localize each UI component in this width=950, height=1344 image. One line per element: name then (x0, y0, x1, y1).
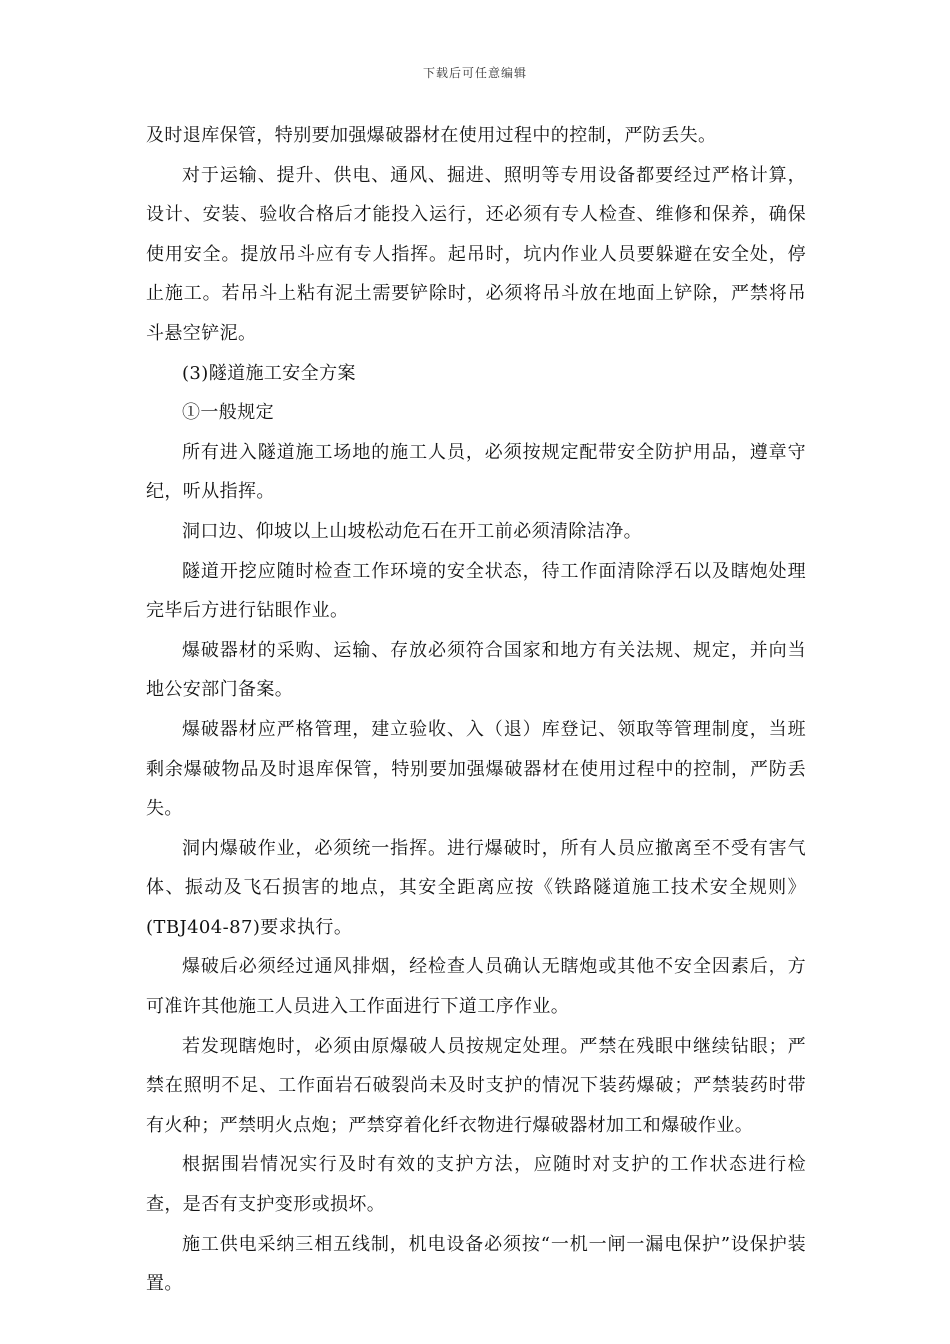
paragraph: 洞口边、仰坡以上山坡松动危石在开工前必须清除洁净。 (182, 520, 642, 542)
paragraph: 根据围岩情况实行及时有效的支护方法，应随时对支护的工作状态进行检查，是否有支护变形或损坏。 (146, 1154, 806, 1216)
section-heading: (3)隧道施工安全方案 (182, 362, 356, 384)
paragraph: 爆破器材的采购、运输、存放必须符合国家和地方有关法规、规定，并向当地公安部门备案。 (146, 639, 806, 701)
paragraph: 隧道开挖应随时检查工作环境的安全状态，待工作面清除浮石以及瞎炮处理完毕后方进行钻眼作业。 (146, 560, 806, 622)
page-header: 下载后可任意编辑 (422, 66, 527, 80)
paragraph: 爆破器材应严格管理，建立验收、入（退）库登记、领取等管理制度，当班剩余爆破物品及时退库保管，特别要加强爆破器材在使用过程中的控制，严防丢失。 (146, 718, 806, 820)
paragraph: 洞内爆破作业，必须统一指挥。进行爆破时，所有人员应撤离至不受有害气体、振动及飞石损害的地点，其安全距离应按《铁路隧道施工技术安全规则》(TBJ404-87)要求执行。 (146, 837, 806, 938)
paragraph: 对于运输、提升、供电、通风、掘进、照明等专用设备都要经过严格计算，设计、安装、验收合格后才能投入运行，还必须有专人检查、维修和保养，确保使用安全。提放吊斗应有专人指挥。起吊时，坑内作业人员要躲避在安全处，停止施工。若吊斗上粘有泥土需要铲除时，必须将吊斗放在地面上铲除，严禁将吊斗悬空铲泥。 (146, 164, 806, 344)
paragraph: 爆破后必须经过通风排烟，经检查人员确认无瞎炮或其他不安全因素后，方可准许其他施工人员进入工作面进行下道工序作业。 (146, 956, 806, 1018)
paragraph: 施工供电采纳三相五线制，机电设备必须按“一机一闸一漏电保护”设保护装置。 (146, 1233, 806, 1295)
subsection-heading: ①一般规定 (182, 402, 274, 424)
document-body (146, 116, 806, 1304)
paragraph: 及时退库保管，特别要加强爆破器材在使用过程中的控制，严防丢失。 (146, 125, 717, 146)
paragraph: 所有进入隧道施工场地的施工人员，必须按规定配带安全防护用品，遵章守纪，听从指挥。 (146, 441, 806, 503)
paragraph: 若发现瞎炮时，必须由原爆破人员按规定处理。严禁在残眼中继续钻眼；严禁在照明不足、工作面岩石破裂尚未及时支护的情况下装药爆破；严禁装药时带有火种；严禁明火点炮；严禁穿着化纤衣物进行爆破器材加工和爆破作业。 (146, 1035, 806, 1136)
